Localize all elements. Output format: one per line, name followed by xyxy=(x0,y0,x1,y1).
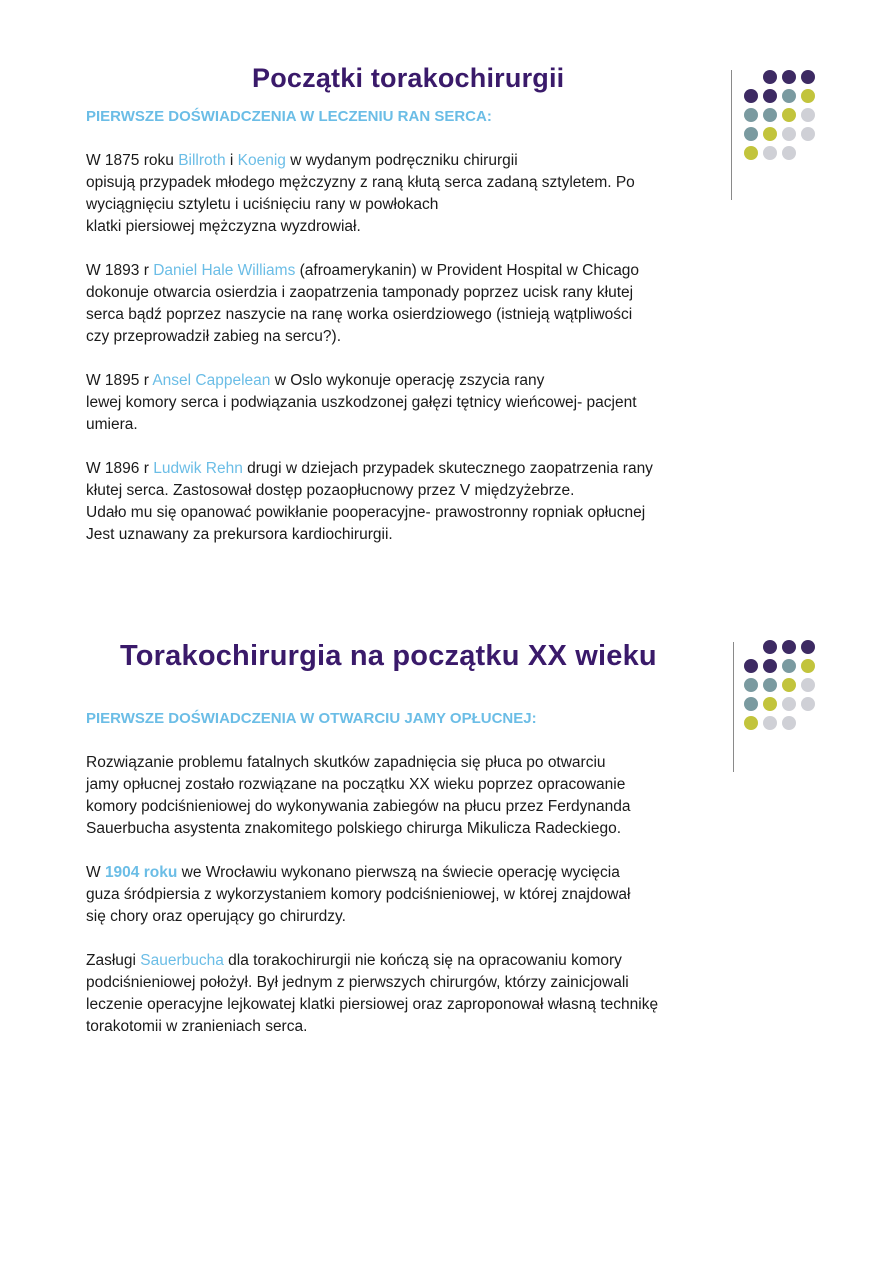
decor-dot xyxy=(801,70,815,84)
paragraph-sauerbuch-merits xyxy=(86,950,806,1038)
text: serca bądź poprzez naszycie na ranę worka osierdziowego (istnieją wątpliwości xyxy=(86,306,633,323)
decor-dot xyxy=(763,108,777,122)
name-ludwik-rehn: Ludwik Rehn xyxy=(153,460,243,477)
decor-dot xyxy=(782,127,796,141)
text: w Oslo wykonuje operację zszycia rany xyxy=(270,372,545,389)
text: lewej komory serca i podwiązania uszkodzonej gałęzi tętnicy wieńcowej- pacjent xyxy=(86,394,637,411)
text: czy przeprowadził zabieg na sercu?). xyxy=(86,328,342,345)
decor-dot xyxy=(782,697,796,711)
decor-dot xyxy=(801,127,815,141)
slide-1-dot-decoration-icon xyxy=(744,70,815,160)
name-koenig: Koenig xyxy=(237,152,286,169)
slide-2-subtitle: PIERWSZE DOŚWIADCZENIA W OTWARCIU JAMY OPŁUCNEJ: xyxy=(86,710,537,727)
paragraph-1904-wroclaw xyxy=(86,862,806,928)
decor-dot xyxy=(801,89,815,103)
decor-dot xyxy=(763,716,777,730)
text: Rozwiązanie problemu fatalnych skutków zapadnięcia się płuca po otwarciu xyxy=(86,754,606,771)
text: dla torakochirurgii nie kończą się na opracowaniu komory xyxy=(223,952,622,969)
text: Sauerbucha asystenta znakomitego polskiego chirurga Mikulicza Radeckiego. xyxy=(86,820,622,837)
text: W xyxy=(86,864,105,881)
decor-dot xyxy=(782,678,796,692)
text: komory podciśnieniowej do wykonywania zabiegów na płucu przez Ferdynanda xyxy=(86,798,631,815)
slide-2-title: Torakochirurgia na początku XX wieku xyxy=(120,640,657,672)
name-billroth: Billroth xyxy=(178,152,226,169)
decor-dot xyxy=(801,640,815,654)
year-1904: 1904 roku xyxy=(104,864,178,881)
text: umiera. xyxy=(86,416,138,433)
slide-2-body xyxy=(86,752,806,1060)
name-ansel-cappelean: Ansel Cappelean xyxy=(152,372,271,389)
slide-1-subtitle: PIERWSZE DOŚWIADCZENIA W LECZENIU RAN SERCA: xyxy=(86,108,492,125)
decor-dot xyxy=(763,89,777,103)
decor-dot xyxy=(801,678,815,692)
text: podciśnieniowej położył. Był jednym z pierwszych chirurgów, którzy zainicjowali xyxy=(86,974,629,991)
text: we Wrocławiu wykonano pierwszą na świecie operację wycięcia xyxy=(177,864,620,881)
decor-dot xyxy=(744,127,758,141)
paragraph-billroth-koenig xyxy=(86,150,806,238)
slide-1-body xyxy=(86,150,806,568)
name-daniel-hale-williams: Daniel Hale Williams xyxy=(153,262,296,279)
text: w wydanym podręczniku chirurgii xyxy=(285,152,518,169)
decor-dot xyxy=(744,697,758,711)
text: Udało mu się opanować powikłanie pooperacyjne- prawostronny ropniak opłucnej xyxy=(86,504,646,521)
text: (afroamerykanin) w Provident Hospital w Chicago xyxy=(295,262,640,279)
decor-dot xyxy=(801,716,815,730)
decor-dot xyxy=(782,659,796,673)
decor-dot xyxy=(763,70,777,84)
text: guza śródpiersia z wykorzystaniem komory podciśnieniowej, w której znajdował xyxy=(86,886,631,903)
decor-dot xyxy=(801,659,815,673)
decor-dot xyxy=(763,640,777,654)
slide-2-dot-decoration-icon xyxy=(744,640,815,730)
decor-dot xyxy=(782,70,796,84)
decor-dot xyxy=(744,70,758,84)
slide-2 xyxy=(0,610,893,1070)
text: W 1893 r xyxy=(86,262,154,279)
text: W 1896 r xyxy=(86,460,154,477)
decor-dot xyxy=(763,127,777,141)
text: torakotomii w zranieniach serca. xyxy=(86,1018,308,1035)
text: kłutej serca. Zastosował dostęp pozaopłucnowy przez V międzyżebrze. xyxy=(86,482,575,499)
decor-dot xyxy=(782,640,796,654)
decor-dot xyxy=(763,659,777,673)
text: Jest uznawany za prekursora kardiochirurgii. xyxy=(86,526,393,543)
text: W 1875 roku xyxy=(86,152,179,169)
slide-1 xyxy=(0,0,893,600)
decor-dot xyxy=(782,108,796,122)
decor-dot xyxy=(801,697,815,711)
decor-dot xyxy=(744,716,758,730)
decor-dot xyxy=(782,89,796,103)
text: leczenie operacyjne lejkowatej klatki piersiowej oraz zaproponował własną technikę xyxy=(86,996,659,1013)
text: klatki piersiowej mężczyzna wyzdrowiał. xyxy=(86,218,361,235)
decor-dot xyxy=(744,108,758,122)
paragraph-rehn xyxy=(86,458,806,546)
decor-dot xyxy=(801,108,815,122)
paragraph-williams xyxy=(86,260,806,348)
decor-dot xyxy=(763,678,777,692)
decor-dot xyxy=(744,640,758,654)
decor-dot xyxy=(744,659,758,673)
text: drugi w dziejach przypadek skutecznego zaopatrzenia rany xyxy=(242,460,653,477)
text: wyciągnięciu sztyletu i uciśnięciu rany w powłokach xyxy=(86,196,439,213)
decor-dot xyxy=(744,678,758,692)
name-sauerbucha: Sauerbucha xyxy=(140,952,224,969)
decor-dot xyxy=(782,716,796,730)
paragraph-cappelean xyxy=(86,370,806,436)
slide-1-title: Początki torakochirurgii xyxy=(252,63,565,93)
decor-dot xyxy=(744,89,758,103)
text: jamy opłucnej zostało rozwiązane na początku XX wieku poprzez opracowanie xyxy=(86,776,626,793)
text: Zasługi xyxy=(86,952,141,969)
paragraph-sauerbuch-chamber xyxy=(86,752,806,840)
text: opisują przypadek młodego mężczyzny z raną kłutą serca zadaną sztyletem. Po xyxy=(86,174,635,191)
text: dokonuje otwarcia osierdzia i zaopatrzenia tamponady poprzez ucisk rany kłutej xyxy=(86,284,634,301)
text: się chory oraz operujący go chirurdzy. xyxy=(86,908,346,925)
decor-dot xyxy=(763,697,777,711)
text: i xyxy=(225,152,238,169)
text: W 1895 r xyxy=(86,372,153,389)
